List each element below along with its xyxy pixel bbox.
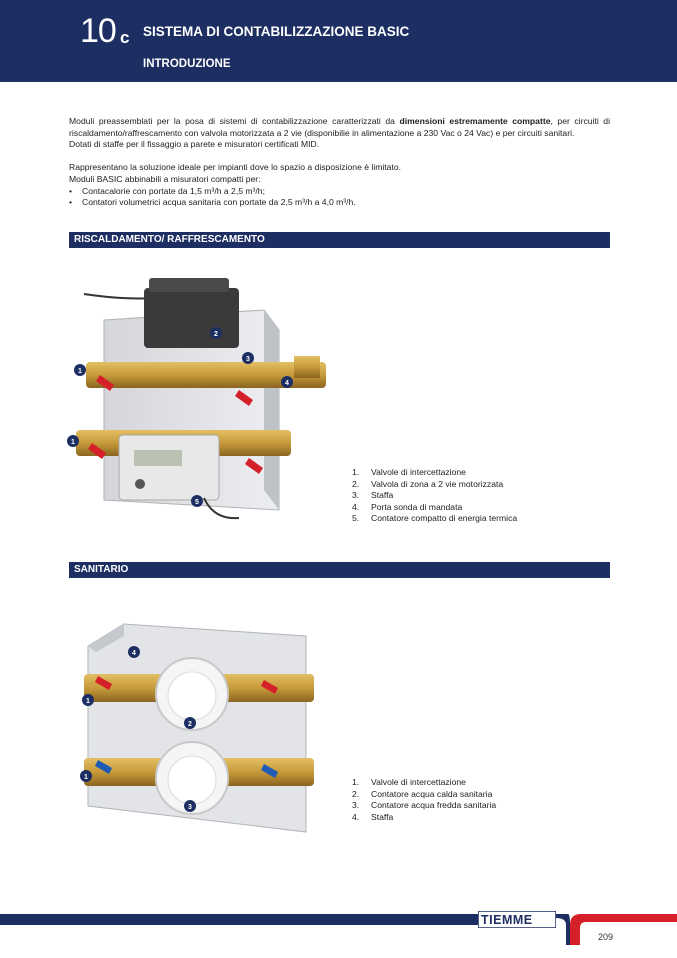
svg-text:5: 5 [195,499,199,506]
intro-emphasis: dimensioni estremamente compatte [399,116,551,126]
footer-bar [0,914,478,925]
heating-module-illustration [64,260,334,530]
sanitary-module-illustration [74,616,324,836]
svg-text:4: 4 [285,380,289,387]
svg-text:2: 2 [188,721,192,728]
callout-marker [128,646,140,658]
svg-text:1: 1 [78,368,82,375]
list-item: 4. Staffa [352,811,394,822]
intro-bullet-list [69,186,610,209]
list-item: 5. Contatore compatto di energia termica [352,513,518,523]
list-item: • Contacalorie con portate da 1,5 m³/h a 2,5 m³/h; [69,186,610,198]
chapter-number: 10 [80,12,116,50]
svg-text:1: 1 [84,774,88,781]
section-heading-sanitary: SANITARIO [69,562,610,578]
list-item: 2. Contatore acqua calda sanitaria [352,788,493,799]
list-item: • Contatori volumetrici acqua sanitaria con portate da 2,5 m³/h a 4,0 m³/h. [69,197,610,209]
callout-marker [82,694,94,706]
page-number: 209 [598,932,614,942]
list-item: 1. Valvole di intercettazione [352,777,466,787]
legend-sanitary [352,777,496,823]
callout-marker [242,352,254,364]
list-item: 3. Staffa [352,490,394,500]
intro-paragraph-3: Rappresentano la soluzione ideale per impianti dove lo spazio a disposizione è limitato. [69,162,402,173]
footer-pipe-graphic [556,911,677,945]
list-item: 1. Valvole di intercettazione [352,467,466,477]
intro-text [69,116,610,209]
callout-marker [80,770,92,782]
brand-logo: TIEMME [481,913,533,927]
svg-text:1: 1 [86,698,90,705]
list-item: 3. Contatore acqua fredda sanitaria [352,800,497,810]
list-item: 4. Porta sonda di mandata [352,501,463,512]
callout-marker [191,495,203,507]
section-heading-heating: RISCALDAMENTO/ RAFFRESCAMENTO [69,232,610,248]
intro-paragraph-1: Moduli preassemblati per la posa di sistemi di contabilizzazione caratterizzati da dimensioni estremamente compatte, per circuiti di riscaldamento/raffrescamento con valvola motorizzata a 2 vie (disponibilie in alimentazione a 230 Vac o 24 Vac) e per circuiti sanitari. [69,116,610,138]
svg-text:3: 3 [246,356,250,363]
page-subtitle: INTRODUZIONE [143,58,231,70]
list-item: 2. Valvola di zona a 2 vie motorizzata [352,478,504,489]
page-header [0,0,677,82]
chapter-letter: c [120,28,130,47]
callout-marker [210,327,222,339]
page-title: SISTEMA DI CONTABILIZZAZIONE BASIC [143,24,410,39]
intro-paragraph-4: Moduli BASIC abbinabili a misuratori compatti per: [69,173,261,184]
svg-text:3: 3 [188,804,192,811]
callout-marker [281,376,293,388]
callout-marker [184,717,196,729]
callout-marker [184,800,196,812]
intro-paragraph-2: Dotati di staffe per il fissaggio a parete e misuratori certificati MID. [69,139,320,150]
callout-marker [74,364,86,376]
svg-text:4: 4 [132,650,136,657]
svg-text:1: 1 [71,439,75,446]
svg-text:2: 2 [214,331,218,338]
legend-heating [352,467,517,525]
callout-marker [67,435,79,447]
